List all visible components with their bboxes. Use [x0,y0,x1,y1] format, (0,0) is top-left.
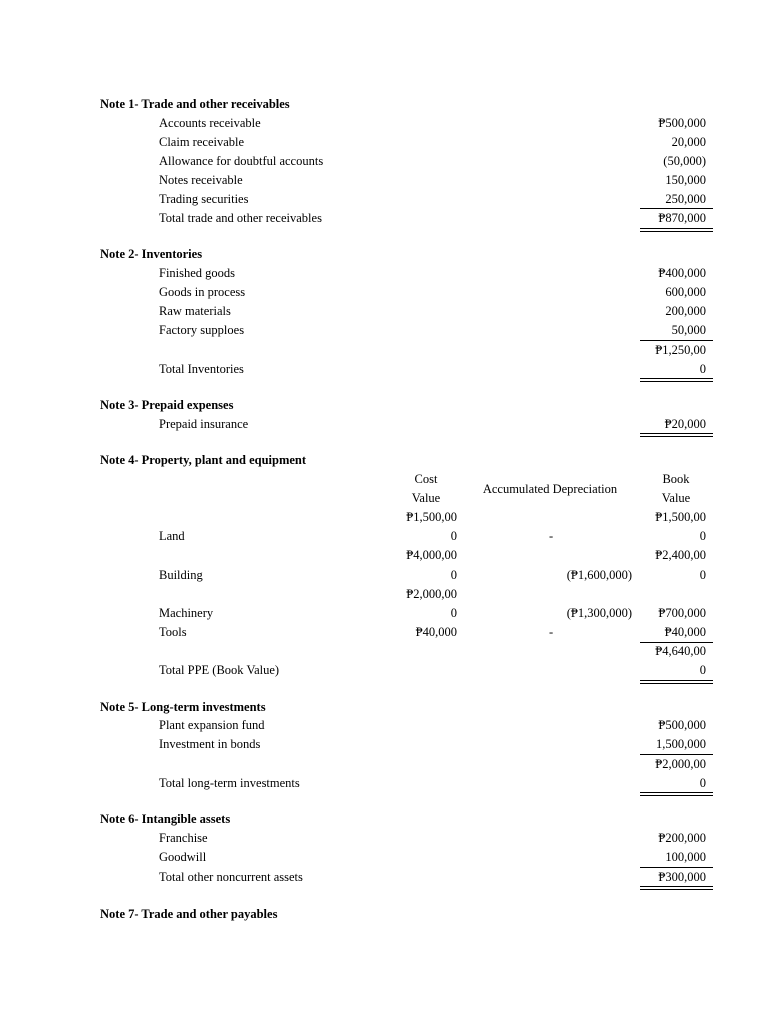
note5-total-value-line2: 0 [699,776,706,790]
note4-col-accumulated-depreciation: Accumulated Depreciation [482,482,618,496]
note6-label-franchise: Franchise [159,831,208,845]
note4-total-value-line2: 0 [699,663,706,677]
note4-land-cost-line1: ₱1,500,00 [406,510,457,524]
note5-total-label: Total long-term investments [159,776,300,790]
note2-subtotal-rule [640,340,713,341]
note4-land-accumulated-depreciation: - [549,529,554,543]
note5-heading: Note 5- Long-term investments [100,700,266,714]
note4-land-label: Land [159,529,185,543]
note2-value-finished-goods: ₱400,000 [658,266,706,280]
note4-machinery-cost-line1: ₱2,000,00 [406,587,457,601]
note1-total-label: Total trade and other receivables [159,211,322,225]
note2-total-label: Total Inventories [159,362,244,376]
note1-heading: Note 1- Trade and other receivables [100,97,290,111]
note4-machinery-label: Machinery [159,606,214,620]
note4-building-cost-line2: 0 [450,568,457,582]
note5-value-investment-in-bonds: 1,500,000 [656,737,706,751]
note1-value-accounts-receivable: ₱500,000 [658,116,706,130]
note2-label-finished-goods: Finished goods [159,266,236,280]
note2-total-double-rule [640,378,713,382]
note6-label-goodwill: Goodwill [159,850,207,864]
note2-value-goods-in-process: 600,000 [665,285,706,299]
note2-value-factory-supplies: 50,000 [671,323,706,337]
note4-total-double-rule [640,680,713,684]
note1-value-claim-receivable: 20,000 [671,135,706,149]
note2-label-raw-materials: Raw materials [159,304,231,318]
note1-value-trading-securities: 250,000 [665,192,706,206]
note6-subtotal-rule [640,867,713,868]
note4-building-book-line2: 0 [699,568,706,582]
note1-label-trading-securities: Trading securities [159,192,249,206]
note4-tools-label: Tools [159,625,187,639]
note4-tools-accumulated-depreciation: - [549,625,554,639]
note2-label-factory-supplies: Factory supploes [159,323,245,337]
note4-machinery-cost-line2: 0 [450,606,457,620]
note3-value-prepaid-insurance: ₱20,000 [664,417,706,431]
note7-heading: Note 7- Trade and other payables [100,907,278,921]
note2-label-goods-in-process: Goods in process [159,285,246,299]
note4-building-accumulated-depreciation: (₱1,600,000) [566,568,632,582]
note5-label-plant-expansion-fund: Plant expansion fund [159,718,265,732]
note4-building-book-line1: ₱2,400,00 [655,548,706,562]
note4-land-cost-line2: 0 [450,529,457,543]
note4-col-book-line1: Book [662,472,690,486]
note1-value-allowance: (50,000) [663,154,706,168]
note5-value-plant-expansion-fund: ₱500,000 [658,718,706,732]
note4-col-cost-line1: Cost [414,472,438,486]
note4-col-cost-line2: Value [411,491,441,505]
note6-value-franchise: ₱200,000 [658,831,706,845]
note6-total-double-rule [640,886,713,890]
note1-total-value: ₱870,000 [658,211,706,225]
note3-label-prepaid-insurance: Prepaid insurance [159,417,249,431]
note4-land-book-line2: 0 [699,529,706,543]
note4-machinery-book: ₱700,000 [658,606,706,620]
note6-total-value: ₱300,000 [658,870,706,884]
note6-total-label: Total other noncurrent assets [159,870,303,884]
note4-heading: Note 4- Property, plant and equipment [100,453,307,467]
note2-value-raw-materials: 200,000 [665,304,706,318]
note4-tools-cost: ₱40,000 [415,625,457,639]
note1-label-allowance: Allowance for doubtful accounts [159,154,324,168]
note5-subtotal-rule [640,754,713,755]
note6-value-goodwill: 100,000 [665,850,706,864]
note1-total-double-rule [640,228,713,232]
note4-col-book-line2: Value [661,491,691,505]
note4-machinery-accumulated-depreciation: (₱1,300,000) [566,606,632,620]
note1-value-notes-receivable: 150,000 [665,173,706,187]
note4-building-cost-line1: ₱4,000,00 [406,548,457,562]
note6-heading: Note 6- Intangible assets [100,812,231,826]
note2-total-value-line2: 0 [699,362,706,376]
note5-total-value-line1: ₱2,000,00 [655,757,706,771]
note5-label-investment-in-bonds: Investment in bonds [159,737,261,751]
note1-label-accounts-receivable: Accounts receivable [159,116,261,130]
note3-heading: Note 3- Prepaid expenses [100,398,234,412]
note4-total-label: Total PPE (Book Value) [159,663,280,677]
note1-label-claim-receivable: Claim receivable [159,135,245,149]
note2-total-value-line1: ₱1,250,00 [655,343,706,357]
note4-tools-book: ₱40,000 [664,625,706,639]
note5-total-double-rule [640,792,713,796]
note4-land-book-line1: ₱1,500,00 [655,510,706,524]
note3-total-double-rule [640,433,713,437]
note2-heading: Note 2- Inventories [100,247,203,261]
note4-total-value-line1: ₱4,640,00 [655,644,706,658]
note4-building-label: Building [159,568,203,582]
note1-label-notes-receivable: Notes receivable [159,173,243,187]
note1-subtotal-rule [640,208,713,209]
